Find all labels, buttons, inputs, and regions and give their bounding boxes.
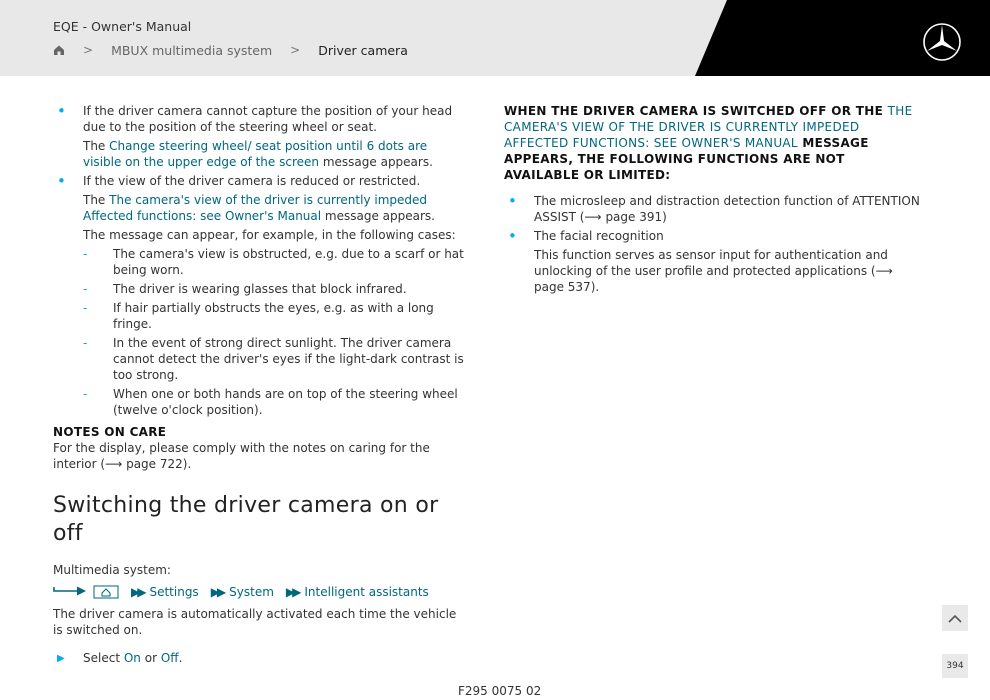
select-step <box>53 650 468 666</box>
manual-title: EQE - Owner's Manual <box>53 19 192 34</box>
list-item: • If the view of the driver camera is reduced or restricted. <box>53 173 468 189</box>
warning-head-a: WHEN THE DRIVER CAMERA IS SWITCHED OFF OR THE <box>504 104 884 118</box>
option-off[interactable]: Off <box>160 651 179 665</box>
case-item: - In the event of strong direct sunlight. The driver camera cannot detect the driver's eyes if the light-dark contrast is too strong. <box>53 335 468 383</box>
left-column <box>53 103 468 666</box>
case-item: - The camera's view is obstructed, e.g. due to a scarf or hat being worn. <box>53 246 468 278</box>
case-item: - When one or both hands are on top of the steering wheel (twelve o'clock position). <box>53 386 468 418</box>
right-column <box>504 103 924 298</box>
select-dot: . <box>178 651 183 665</box>
breadcrumb-mbux[interactable]: MBUX multimedia system <box>111 42 273 58</box>
scroll-to-top-button[interactable] <box>942 605 968 631</box>
path-intelligent-assistants[interactable]: Intelligent assistants <box>304 585 429 599</box>
double-chevron-icon: ▶▶ <box>131 585 144 599</box>
message-note <box>53 138 468 170</box>
warning-heading <box>504 103 924 183</box>
home-icon[interactable] <box>53 44 65 56</box>
multimedia-label: Multimedia system: <box>53 563 171 577</box>
option-on[interactable]: On <box>123 651 141 665</box>
cases-intro: The message can appear, for example, in the following cases: <box>83 228 456 242</box>
chevron-up-icon <box>948 614 962 623</box>
list-item: • The microsleep and distraction detection function of ATTENTION ASSIST (⟶ page 391) <box>504 193 924 225</box>
list-item: • The facial recognition <box>504 228 924 244</box>
case-item: - The driver is wearing glasses that block infrared. <box>53 281 468 297</box>
message-prefix: The <box>83 193 106 207</box>
path-settings[interactable]: Settings <box>149 585 199 599</box>
message-link[interactable]: Change steering wheel/ seat position until 6 dots are visible on the upper edge of the screen <box>83 139 428 169</box>
message-suffix: message appears. <box>324 209 435 223</box>
home-screen-icon[interactable] <box>93 585 119 599</box>
select-or: or <box>144 651 158 665</box>
case-item: - If hair partially obstructs the eyes, e.g. as with a long fringe. <box>53 300 468 332</box>
figure-id: F295 0075 02 <box>458 684 542 698</box>
section-title: Switching the driver camera on or off <box>53 493 439 546</box>
menu-path-arrow-icon <box>53 585 89 599</box>
double-chevron-icon: ▶▶ <box>210 585 224 599</box>
mercedes-star-logo <box>922 22 962 62</box>
path-system[interactable]: System <box>229 585 274 599</box>
message-note <box>53 192 468 224</box>
double-chevron-icon: ▶▶ <box>285 585 299 599</box>
warning-head-b: MESSAGE APPEARS, THE FOLLOWING FUNCTIONS ARE NOT AVAILABLE OR LIMITED: <box>504 136 869 182</box>
list-item: • If the driver camera cannot capture the position of your head due to the position of the steering wheel or seat. <box>53 103 468 135</box>
message-suffix: message appears. <box>322 155 433 169</box>
breadcrumb-driver-camera: Driver camera <box>318 42 408 58</box>
warning-head-link[interactable]: THE CAMERA'S VIEW OF THE DRIVER IS CURRENTLY IMPEDED AFFECTED FUNCTIONS: SEE OWNER'S MANUAL <box>504 104 913 150</box>
manual-content <box>0 76 990 700</box>
select-prefix: Select <box>83 651 121 665</box>
notes-heading: NOTES ON CARE <box>53 425 167 439</box>
chevron-right-icon: > <box>83 43 94 57</box>
chevron-right-icon: > <box>290 43 301 57</box>
message-prefix: The <box>83 139 106 153</box>
menu-path <box>53 582 468 602</box>
message-link[interactable]: The camera's view of the driver is currently impeded Affected functions: see Owner's Manual <box>83 193 427 223</box>
auto-activation-text: The driver camera is automatically activated each time the vehicle is switched on. <box>53 607 457 637</box>
facial-detail: This function serves as sensor input for authentication and unlocking of the user profile and protected applications (⟶ page 537). <box>534 248 893 294</box>
breadcrumb <box>53 42 408 58</box>
notes-text: For the display, please comply with the notes on caring for the interior (⟶ page 722). <box>53 441 430 471</box>
header-bar <box>0 0 990 76</box>
page-number: 394 <box>942 654 968 678</box>
